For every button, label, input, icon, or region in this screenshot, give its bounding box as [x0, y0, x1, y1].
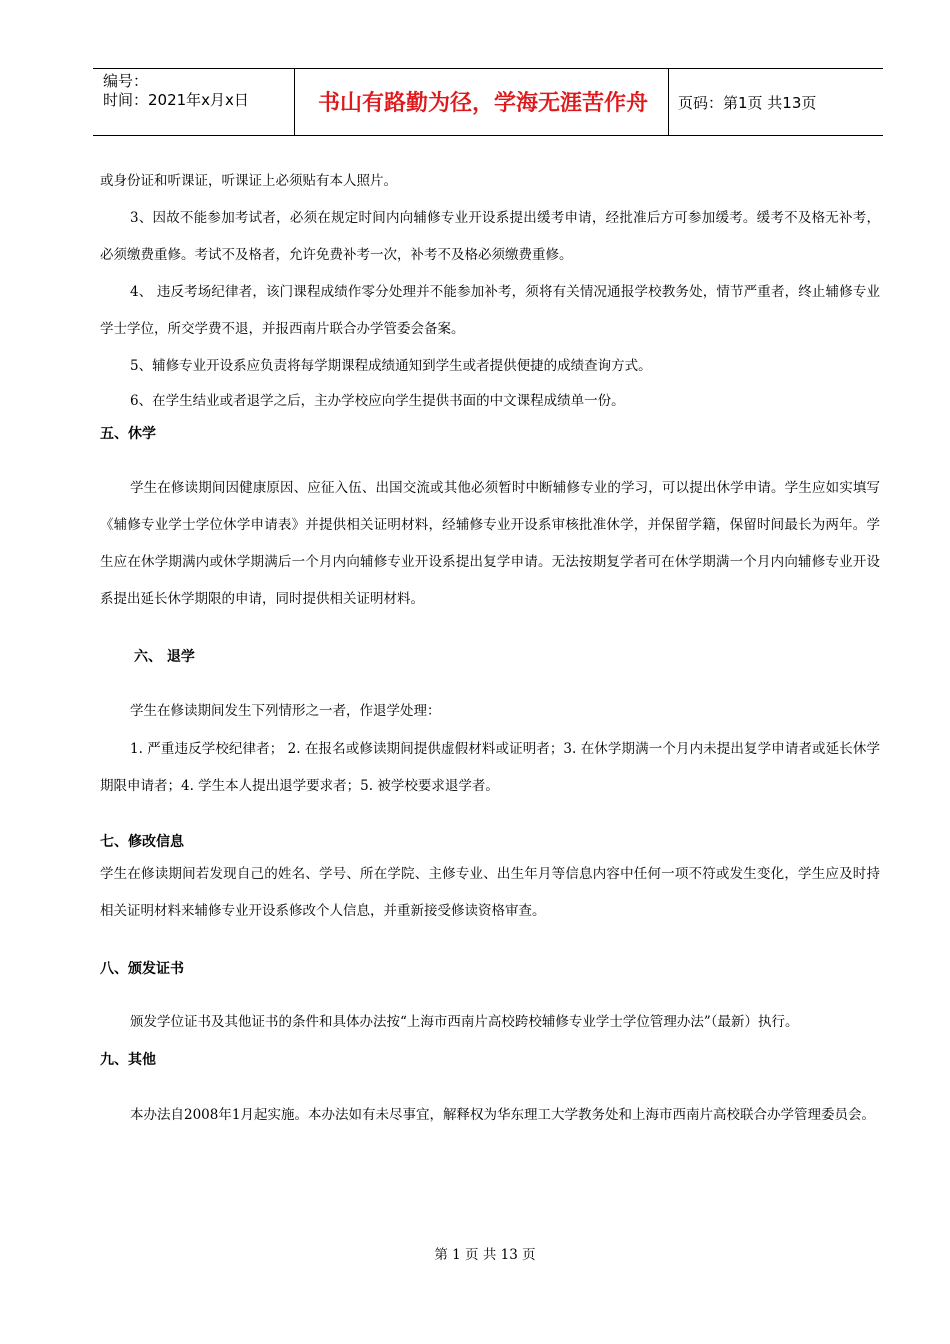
header-page-info: 页码：第1页 共13页 — [678, 94, 817, 112]
paragraph-item-5: 5、辅修专业开设系应负责将每学期课程成绩通知到学生或者提供便捷的成绩查询方式。 — [130, 358, 652, 374]
paragraph-suspension: 学生在修读期间因健康原因、应征入伍、出国交流或其他必须暂时中断辅修专业的学习，可以提出休学申请。学生应如实填写《辅修专业学士学位休学申请表》并提供相关证明材料，经辅修专业开设系审核批准休学，并保留学籍，保留时间最长为两年。学生应在休学期满内或休学期满后一个月内向辅修专业开设系提出复学申请。无法按期复学者可在休学期满一个月内向辅修专业开设系提出延长休学期限的申请，同时提供相关证明材料。 — [100, 480, 880, 607]
section-heading-info-change: 七、修改信息 — [100, 834, 184, 850]
header-divider — [668, 68, 669, 136]
paragraph-continued: 或身份证和听课证，听课证上必须贴有本人照片。 — [100, 173, 397, 189]
header-time-label: 时间：2021年x月x日 — [103, 91, 249, 109]
paragraph-info-change: 学生在修读期间若发现自己的姓名、学号、所在学院、主修专业、出生年月等信息内容中任何一项不符或发生变化，学生应及时持相关证明材料来辅修专业开设系修改个人信息，并重新接受修读资格审查。 — [100, 866, 880, 919]
header-code-label: 编号： — [103, 72, 149, 90]
section-heading-suspension: 五、休学 — [100, 426, 156, 442]
paragraph-withdrawal-list: 1. 严重违反学校纪律者； 2. 在报名或修读期间提供虚假材料或证明者；3. 在休学期满一个月内未提出复学申请者或延长休学期限申请者；4. 学生本人提出退学要求者；5. 被学校要求退学者。 — [100, 741, 880, 794]
section-heading-certificate: 八、颁发证书 — [100, 961, 184, 977]
paragraph-certificate: 颁发学位证书及其他证书的条件和具体办法按“上海市西南片高校跨校辅修专业学士学位管理办法”（最新）执行。 — [130, 1014, 799, 1030]
section-heading-withdrawal: 六、 退学 — [134, 649, 195, 665]
paragraph-withdrawal-intro: 学生在修读期间发生下列情形之一者，作退学处理： — [130, 703, 441, 719]
paragraph-other: 本办法自2008年1月起实施。本办法如有未尽事宜，解释权为华东理工大学教务处和上海市西南片高校联合办学管理委员会。 — [130, 1107, 875, 1123]
section-heading-other: 九、其他 — [100, 1052, 156, 1068]
paragraph-item-4: 4、 违反考场纪律者，该门课程成绩作零分处理并不能参加补考，须将有关情况通报学校教务处，情节严重者，终止辅修专业学士学位，所交学费不退，并报西南片联合办学管委会备案。 — [100, 284, 880, 337]
header-bottom-rule — [93, 135, 883, 136]
header-divider — [294, 68, 295, 136]
paragraph-item-3: 3、因故不能参加考试者，必须在规定时间内向辅修专业开设系提出缓考申请，经批准后方可参加缓考。缓考不及格无补考，必须缴费重修。考试不及格者，允许免费补考一次，补考不及格必须缴费重修。 — [100, 210, 880, 263]
footer-page-number: 第 1 页 共 13 页 — [434, 1247, 536, 1263]
header-top-rule — [93, 68, 883, 69]
paragraph-item-6: 6、在学生结业或者退学之后，主办学校应向学生提供书面的中文课程成绩单一份。 — [130, 393, 625, 409]
header-motto: 书山有路勤为径，学海无涯苦作舟 — [317, 91, 648, 116]
